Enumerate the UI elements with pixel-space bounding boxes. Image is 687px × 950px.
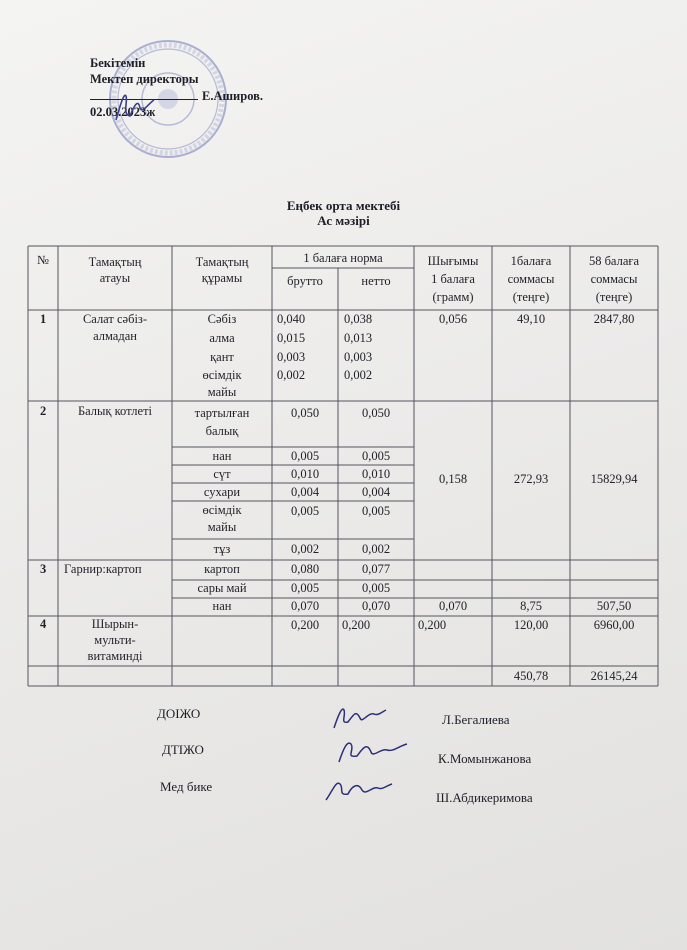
row1-brutto-4: 0,002 [277, 368, 306, 382]
footer-name-1: Л.Бегалиева [442, 712, 510, 727]
row2-brutto-6: 0,002 [290, 542, 320, 556]
row2-name: Балық котлеті [77, 404, 153, 418]
row3-netto-1: 0,077 [361, 562, 391, 576]
row3-name: Гарнир:картоп [64, 562, 142, 576]
total-sum58: 26145,24 [590, 669, 638, 683]
row2-netto-5: 0,005 [361, 504, 391, 518]
row1-yield: 0,056 [438, 312, 468, 326]
approval-date: 02.03.2023ж [90, 105, 156, 119]
row2-comp-1b: балық [205, 424, 239, 438]
director-name: Е.Аширов. [202, 89, 264, 103]
row1-netto-3: 0,003 [344, 350, 373, 364]
header-yield-line2: 1 балаға [431, 272, 475, 286]
header-sum1-line2: соммасы [507, 272, 555, 286]
approval-heading: Бекітемін [90, 56, 146, 70]
row2-sum1: 272,93 [513, 472, 549, 486]
row1-name-line1: Салат сәбіз- [82, 312, 148, 326]
row2-brutto-5: 0,005 [290, 504, 320, 518]
row4-brutto: 0,200 [290, 618, 320, 632]
row1-comp-2: алма [209, 331, 235, 345]
row2-netto-4: 0,004 [361, 485, 391, 499]
row2-netto-2: 0,005 [361, 449, 391, 463]
signature-2 [333, 734, 413, 766]
row3-sum1: 8,75 [520, 599, 542, 613]
row2-comp-5b: майы [207, 520, 237, 534]
header-sum1-line3: (теңге) [512, 290, 550, 304]
row3-brutto-3: 0,070 [290, 599, 320, 613]
row4-name-line2: мульти- [94, 633, 136, 647]
row4-name-line1: Шырын- [91, 617, 139, 631]
header-sum58-line2: соммасы [590, 272, 638, 286]
approval-position: Мектеп директоры [90, 72, 199, 86]
header-netto: нетто [361, 274, 391, 288]
footer-role-2: ДТІЖО [162, 742, 204, 757]
header-yield-line3: (грамм) [432, 290, 474, 304]
row1-netto-4: 0,002 [344, 368, 373, 382]
footer-role-3: Мед бике [160, 779, 213, 794]
row2-comp-3: сүт [213, 467, 231, 481]
header-norm: 1 балаға норма [303, 251, 383, 265]
row3-comp-3: нан [212, 599, 232, 613]
header-yield-line1: Шығымы [427, 254, 479, 268]
row1-sum1: 49,10 [516, 312, 546, 326]
row1-brutto-1: 0,040 [277, 312, 306, 326]
signature-3 [322, 774, 396, 804]
row3-comp-1: картоп [204, 562, 240, 576]
row4-sum1: 120,00 [513, 618, 549, 632]
header-sum1-line1: 1балаға [510, 254, 552, 268]
header-name-line2: атауы [99, 271, 131, 285]
row3-netto-3: 0,070 [361, 599, 391, 613]
row2-netto-3: 0,010 [361, 467, 391, 481]
row4-number: 4 [40, 617, 47, 631]
row3-brutto-2: 0,005 [290, 581, 320, 595]
row2-comp-5a: өсімдік [202, 503, 242, 517]
row1-sum58: 2847,80 [593, 312, 635, 326]
row1-netto-2: 0,013 [344, 331, 373, 345]
row1-name-line2: алмадан [93, 329, 137, 343]
row1-comp-4: өсімдік [202, 368, 242, 382]
header-sum58-line3: (теңге) [595, 290, 633, 304]
row2-netto-1: 0,050 [361, 406, 391, 420]
row3-sum58: 507,50 [596, 599, 632, 613]
row3-comp-2: сары май [197, 581, 247, 595]
header-sum58-line1: 58 балаға [588, 254, 640, 268]
row4-yield: 0,200 [418, 618, 447, 632]
row3-brutto-1: 0,080 [290, 562, 320, 576]
row2-brutto-1: 0,050 [290, 406, 320, 420]
total-sum1: 450,78 [513, 669, 549, 683]
footer-name-3: Ш.Абдикеримова [436, 790, 533, 805]
row1-comp-3: қант [210, 350, 234, 364]
row2-comp-6: тұз [213, 542, 231, 556]
school-name: Еңбек орта мектебі [286, 198, 401, 213]
row4-sum58: 6960,00 [593, 618, 635, 632]
row2-brutto-4: 0,004 [290, 485, 320, 499]
row1-comp-5: майы [207, 385, 237, 399]
header-composition-line2: құрамы [201, 271, 243, 285]
header-brutto: брутто [287, 274, 323, 288]
row2-netto-6: 0,002 [361, 542, 391, 556]
header-number: № [37, 253, 49, 267]
row2-brutto-2: 0,005 [290, 449, 320, 463]
row3-netto-2: 0,005 [361, 581, 391, 595]
menu-title: Ас мәзірі [317, 213, 370, 228]
row1-netto-1: 0,038 [344, 312, 373, 326]
header-composition-line1: Тамақтың [195, 255, 249, 269]
row2-brutto-3: 0,010 [290, 467, 320, 481]
row1-brutto-3: 0,003 [277, 350, 306, 364]
footer-role-1: ДОІЖО [157, 706, 201, 721]
row2-comp-2: нан [212, 449, 232, 463]
row1-number: 1 [40, 312, 47, 326]
row4-name-line3: витаминді [87, 649, 143, 663]
row2-comp-4: сухари [203, 485, 241, 499]
row1-comp-1: Сәбіз [207, 312, 237, 326]
row2-sum58: 15829,94 [590, 472, 638, 486]
row3-yield: 0,070 [438, 599, 468, 613]
header-name-line1: Тамақтың [88, 255, 142, 269]
row2-comp-1a: тартылған [194, 406, 250, 420]
signature-1 [330, 702, 390, 732]
footer-name-2: К.Момынжанова [438, 751, 532, 766]
row1-brutto-2: 0,015 [277, 331, 306, 345]
row2-number: 2 [40, 404, 47, 418]
row2-yield: 0,158 [438, 472, 468, 486]
row3-number: 3 [40, 562, 47, 576]
row4-netto: 0,200 [342, 618, 371, 632]
